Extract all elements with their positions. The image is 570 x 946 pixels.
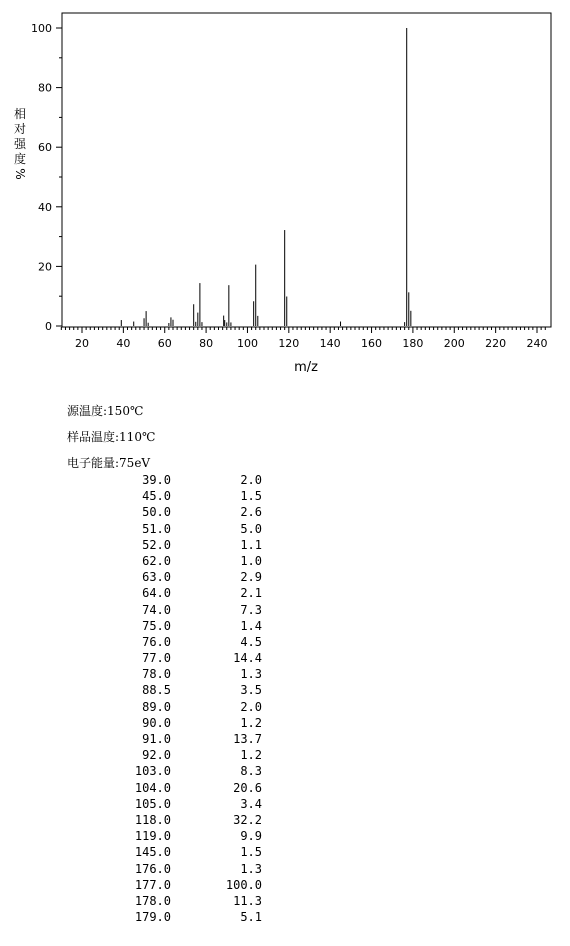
x-tick-label: 60 <box>157 337 172 350</box>
peak-intensity: 7.3 <box>240 602 262 617</box>
y-tick-label: 100 <box>31 22 52 35</box>
peak-intensity: 2.0 <box>240 473 262 487</box>
peak-mz: 90.0 <box>142 715 171 730</box>
peak-mz: 118.0 <box>134 812 171 827</box>
x-tick-label: 120 <box>278 337 300 350</box>
peak-intensity: 3.4 <box>240 796 262 811</box>
peak-intensity: 1.5 <box>240 489 262 504</box>
peak-mz: 77.0 <box>142 651 171 666</box>
x-tick-label: 80 <box>199 337 214 350</box>
x-tick-label: 200 <box>443 337 465 350</box>
peak-intensity: 32.2 <box>233 812 262 827</box>
peak-mz: 62.0 <box>142 553 171 568</box>
peak-bars <box>121 28 411 326</box>
x-tick-label: 40 <box>116 337 131 350</box>
peak-intensity: 100.0 <box>225 877 262 892</box>
peak-intensity: 1.0 <box>240 553 262 568</box>
peak-intensity: 4.5 <box>240 634 262 649</box>
x-axis-ticks <box>61 327 547 350</box>
x-tick-label: 160 <box>361 337 383 350</box>
peak-mz: 92.0 <box>142 748 171 763</box>
peak-mz: 177.0 <box>134 877 171 892</box>
peak-mz: 119.0 <box>134 829 171 844</box>
peak-mz: 78.0 <box>142 667 171 682</box>
peak-intensity: 5.1 <box>240 910 262 925</box>
peak-mz: 64.0 <box>142 586 171 601</box>
peak-mz: 45.0 <box>142 489 171 504</box>
source-temperature: 源温度:150℃ <box>67 404 144 418</box>
peak-mz: 50.0 <box>142 505 171 520</box>
peak-mz: 104.0 <box>134 780 171 795</box>
peak-mz: 179.0 <box>134 910 171 925</box>
peak-mz: 178.0 <box>134 893 171 908</box>
y-tick-label: 40 <box>38 200 52 214</box>
y-axis-ticks <box>31 22 62 333</box>
y-axis-label-char: 强 <box>13 137 27 151</box>
peak-intensity: 8.3 <box>240 764 262 779</box>
x-tick-label: 140 <box>319 337 341 350</box>
y-axis-label-char: 相 <box>13 107 27 121</box>
peak-intensity: 1.2 <box>240 715 262 730</box>
peak-intensity: 1.4 <box>240 618 262 633</box>
x-tick-label: 220 <box>485 337 507 350</box>
peak-mz: 105.0 <box>134 796 171 811</box>
y-axis-label-char: 度 <box>13 152 27 166</box>
x-tick-label: 20 <box>75 337 89 350</box>
peak-mz: 91.0 <box>142 732 171 746</box>
peak-intensity: 14.4 <box>233 651 262 666</box>
sample-temperature: 样品温度:110℃ <box>67 430 156 444</box>
y-tick-label: 20 <box>38 260 52 274</box>
y-axis-label-char: 对 <box>13 122 27 136</box>
peak-intensity: 1.2 <box>240 748 262 763</box>
peak-mz: 103.0 <box>134 764 171 779</box>
peak-mz: 51.0 <box>142 521 171 536</box>
peak-mz: 176.0 <box>134 861 171 876</box>
peak-intensity: 13.7 <box>233 732 262 746</box>
peak-intensity: 1.5 <box>240 845 262 860</box>
peak-intensity: 5.0 <box>240 521 262 536</box>
peak-mz: 89.0 <box>142 699 171 714</box>
mass-spectrum-chart <box>0 0 570 380</box>
peak-intensity: 11.3 <box>233 893 262 908</box>
peak-mz: 39.0 <box>142 473 171 487</box>
peak-mz: 63.0 <box>142 570 171 585</box>
plot-frame <box>62 13 551 327</box>
y-axis-label-char: % <box>13 168 27 180</box>
y-axis-label <box>13 106 27 180</box>
x-axis-label: m/z <box>294 360 318 375</box>
peak-intensity: 3.5 <box>240 683 262 698</box>
peak-intensity: 1.1 <box>240 537 262 552</box>
peak-intensity: 2.6 <box>240 505 262 520</box>
peak-mz: 75.0 <box>142 618 171 633</box>
peak-intensity: 1.3 <box>240 861 262 876</box>
peak-mz: 52.0 <box>142 537 171 552</box>
peak-intensity: 2.1 <box>240 586 262 601</box>
electron-energy: 电子能量:75eV <box>67 456 151 470</box>
peak-intensity: 2.9 <box>240 570 262 585</box>
y-tick-label: 60 <box>38 141 52 155</box>
peak-mz: 88.5 <box>142 683 171 698</box>
peak-intensity: 20.6 <box>233 780 262 795</box>
peak-mz: 74.0 <box>142 602 171 617</box>
peak-mz: 145.0 <box>134 845 171 860</box>
x-tick-label: 180 <box>402 337 424 350</box>
peak-intensity: 1.3 <box>240 667 262 682</box>
y-tick-label: 80 <box>38 81 52 95</box>
peak-mz: 76.0 <box>142 634 171 649</box>
x-tick-label: 240 <box>526 337 548 350</box>
x-tick-label: 100 <box>236 337 258 350</box>
peak-intensity: 9.9 <box>240 829 262 844</box>
y-tick-label: 0 <box>45 320 52 333</box>
peak-intensity: 2.0 <box>240 699 262 714</box>
